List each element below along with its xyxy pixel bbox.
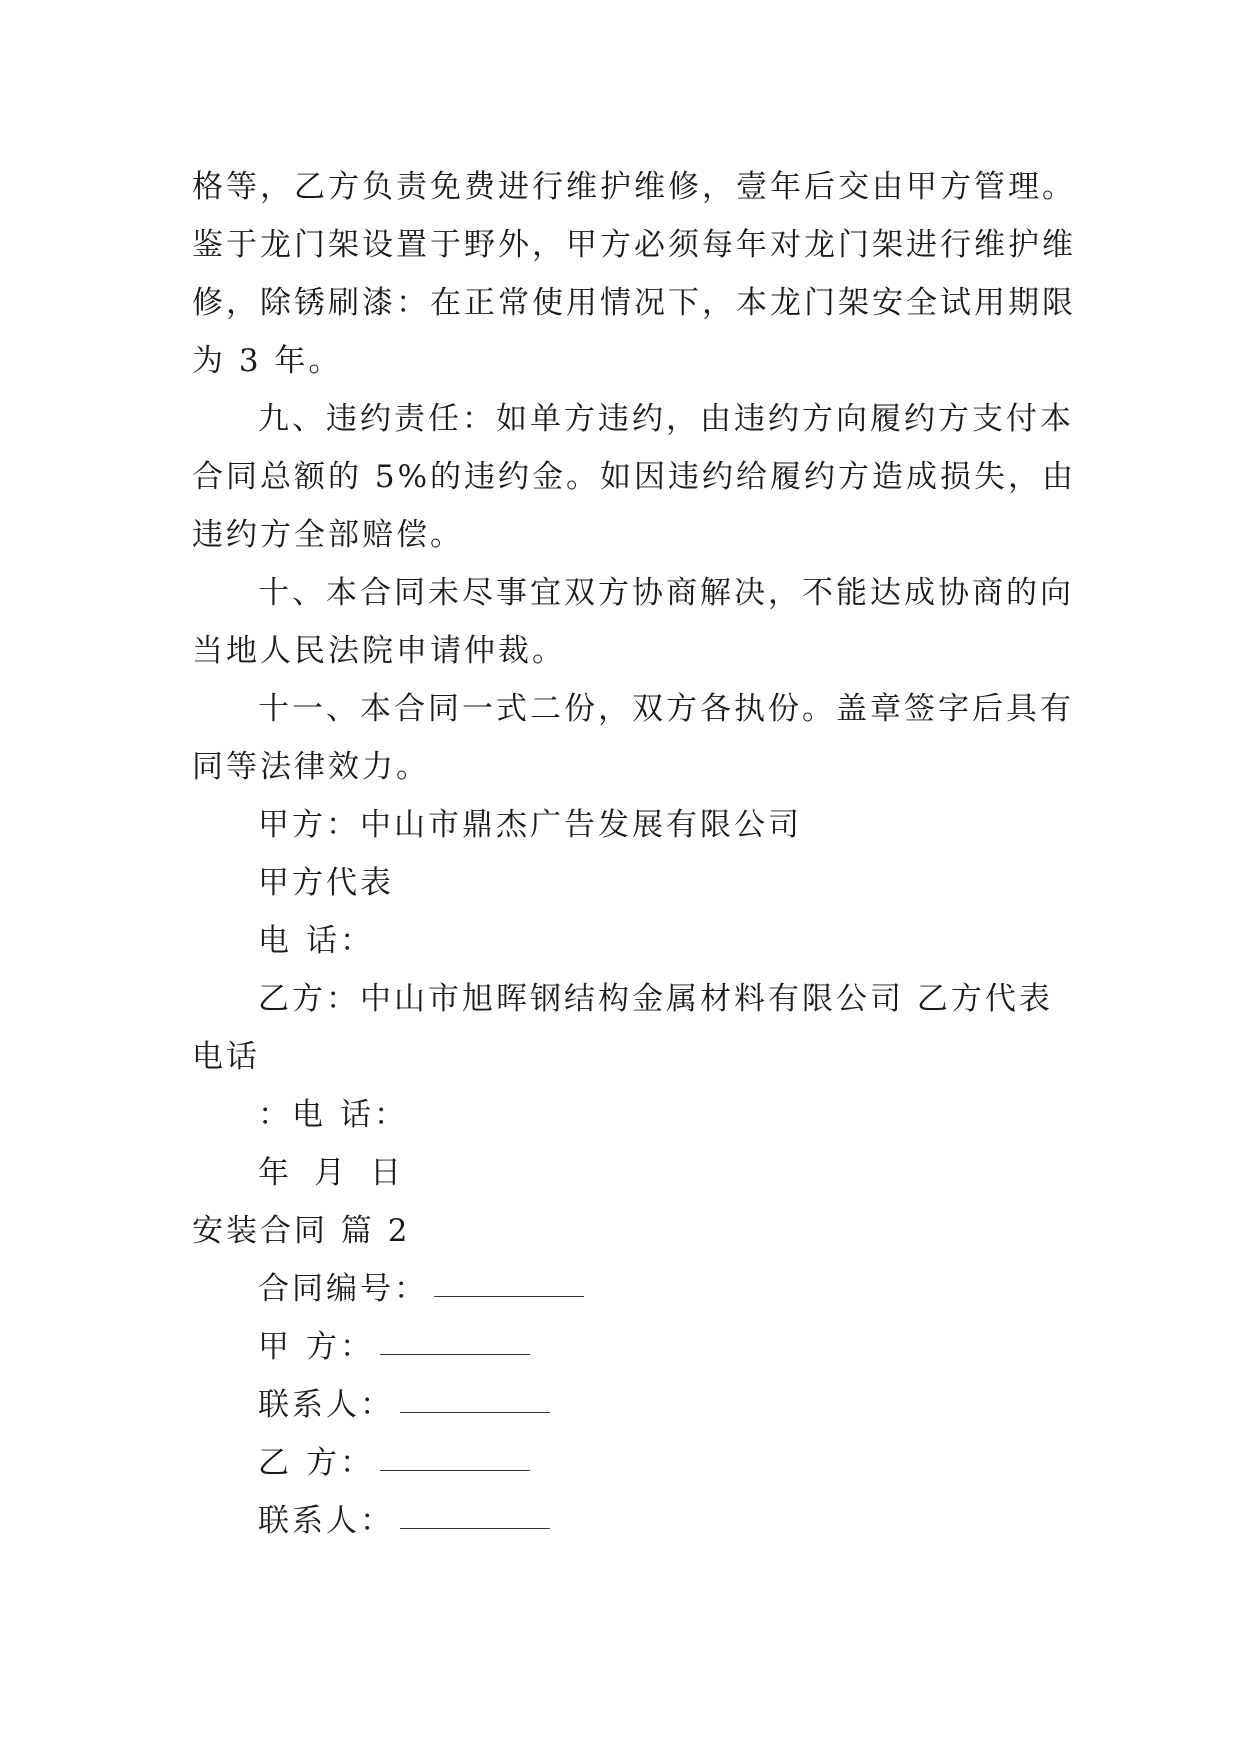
- contact-a-field: [192, 1376, 1062, 1434]
- party-b-field: [192, 1434, 1062, 1492]
- party-b-label-2: 方：: [306, 1445, 374, 1481]
- party-a-label-2: 方：: [306, 1329, 374, 1365]
- contact-a-label: 联系人：: [258, 1387, 394, 1423]
- phone-label-1: 电: [258, 923, 292, 959]
- party-a-blank[interactable]: [380, 1353, 530, 1355]
- text-line: 合同总额的 5%的违约金。如因违约给履约方造成损失，由: [192, 459, 1077, 495]
- phone-label-1: ：电: [258, 1097, 326, 1133]
- contract-number-label: 合同编号：: [258, 1271, 428, 1307]
- document-body: [192, 158, 1077, 1550]
- text-line: 同等法律效力。: [192, 749, 430, 785]
- day-label: 日: [370, 1155, 404, 1191]
- year-label: 年: [258, 1155, 292, 1191]
- party-a-label-1: 甲: [258, 1329, 292, 1365]
- party-b-phone-label: 电话: [192, 1039, 260, 1075]
- party-b-blank[interactable]: [380, 1469, 530, 1471]
- text-line: 违约方全部赔偿。: [192, 517, 464, 553]
- contract-number-blank[interactable]: [434, 1295, 584, 1297]
- contact-a-blank[interactable]: [400, 1411, 550, 1413]
- contact-b-label: 联系人：: [258, 1503, 394, 1539]
- phone-label-2: 话：: [306, 923, 374, 959]
- month-label: 月: [314, 1155, 348, 1191]
- date-line: [192, 1144, 1062, 1202]
- party-b-phone: [192, 1086, 1062, 1144]
- clause-ten: 十、本合同未尽事宜双方协商解决，不能达成协商的向: [258, 575, 1074, 611]
- text-line: 鉴于龙门架设置于野外，甲方必须每年对龙门架进行维护维: [192, 227, 1076, 263]
- text-line: 当地人民法院申请仲裁。: [192, 633, 566, 669]
- party-a-phone: [192, 912, 1062, 970]
- contact-b-field: [192, 1492, 1062, 1550]
- contact-b-blank[interactable]: [400, 1527, 550, 1529]
- text-line: 为 3 年。: [192, 343, 343, 379]
- party-b-label-1: 乙: [258, 1445, 292, 1481]
- clause-nine: 九、违约责任：如单方违约，由违约方向履约方支付本: [258, 401, 1074, 437]
- section-title: 安装合同 篇 2: [192, 1213, 411, 1249]
- party-a-name: 甲方：中山市鼎杰广告发展有限公司: [258, 807, 802, 843]
- clause-eleven: 十一、本合同一式二份，双方各执份。盖章签字后具有: [258, 691, 1074, 727]
- party-b-name: 乙方：中山市旭晖钢结构金属材料有限公司 乙方代表: [258, 981, 1053, 1017]
- text-line: 修，除锈刷漆：在正常使用情况下，本龙门架安全试用期限: [192, 285, 1076, 321]
- contract-number-field: [192, 1260, 1062, 1318]
- text-line: 格等，乙方负责免费进行维护维修，壹年后交由甲方管理。: [192, 169, 1076, 205]
- phone-label-2: 话：: [340, 1097, 408, 1133]
- party-a-representative: 甲方代表: [258, 865, 394, 901]
- party-a-field: [192, 1318, 1062, 1376]
